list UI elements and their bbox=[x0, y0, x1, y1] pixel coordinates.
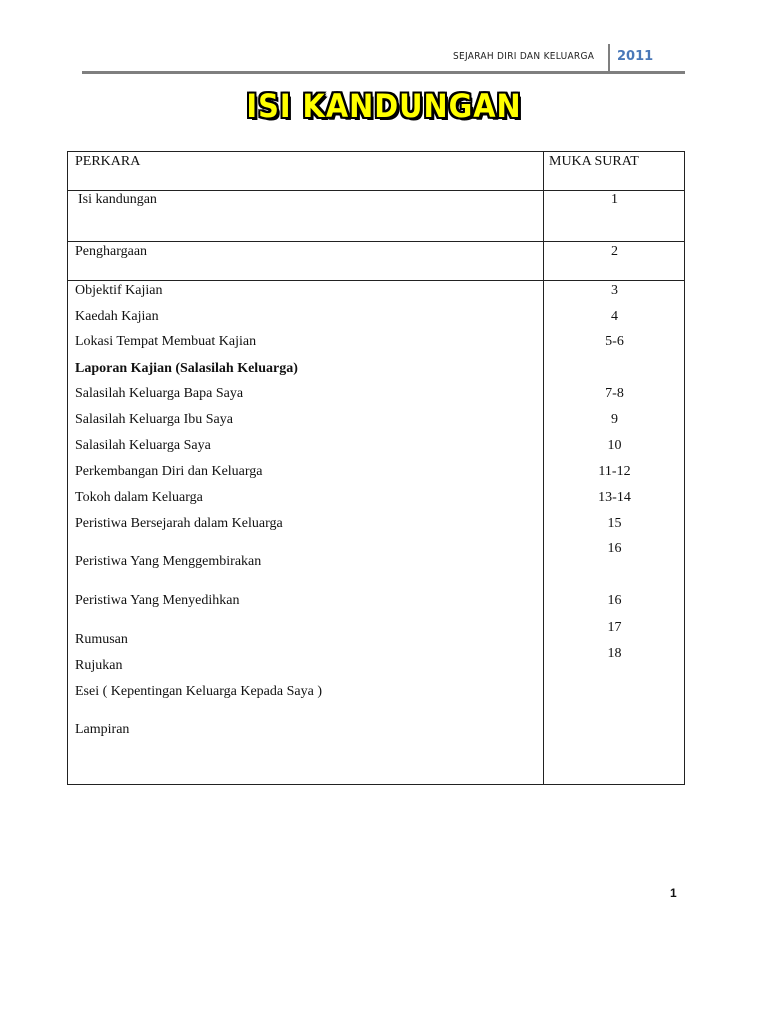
toc-item: Salasilah Keluarga Saya bbox=[75, 438, 211, 453]
toc-page: 3 bbox=[611, 283, 618, 298]
header-divider bbox=[608, 44, 610, 72]
toc-page: 5-6 bbox=[605, 334, 624, 349]
toc-item: Peristiwa Yang Menggembirakan bbox=[75, 554, 262, 569]
toc-item: Peristiwa Yang Menyedihkan bbox=[75, 593, 240, 608]
header-title: SEJARAH DIRI DAN KELUARGA bbox=[453, 51, 595, 62]
toc-item: Rumusan bbox=[75, 632, 128, 647]
column-header-item: PERKARA bbox=[75, 154, 141, 169]
toc-section-heading: Laporan Kajian (Salasilah Keluarga) bbox=[75, 361, 298, 376]
header-rule bbox=[82, 71, 685, 74]
toc-page: 16 bbox=[607, 593, 622, 608]
toc-table bbox=[67, 151, 685, 785]
toc-item: Tokoh dalam Keluarga bbox=[75, 490, 203, 505]
toc-item: Peristiwa Bersejarah dalam Keluarga bbox=[75, 516, 283, 531]
toc-item: Salasilah Keluarga Ibu Saya bbox=[75, 412, 233, 427]
toc-page: 2 bbox=[611, 244, 618, 259]
page-number: 1 bbox=[670, 886, 677, 900]
toc-item: Lampiran bbox=[75, 722, 130, 737]
toc-page: 1 bbox=[611, 192, 618, 207]
row-divider bbox=[68, 280, 684, 281]
toc-item: Perkembangan Diri dan Keluarga bbox=[75, 464, 263, 479]
page-title: ISI KANDUNGAN bbox=[246, 87, 522, 125]
toc-item: Kaedah Kajian bbox=[75, 309, 159, 324]
toc-page: 13-14 bbox=[598, 490, 631, 505]
toc-page: 7-8 bbox=[605, 386, 624, 401]
toc-item: Penghargaan bbox=[75, 244, 148, 259]
toc-item: Esei ( Kepentingan Keluarga Kepada Saya ) bbox=[75, 684, 322, 699]
toc-item: Rujukan bbox=[75, 658, 123, 673]
toc-item: Lokasi Tempat Membuat Kajian bbox=[75, 334, 257, 349]
row-divider bbox=[68, 241, 684, 242]
toc-page: 15 bbox=[607, 516, 622, 531]
toc-page: 17 bbox=[607, 620, 622, 635]
toc-item: Objektif Kajian bbox=[75, 283, 163, 298]
toc-item: Salasilah Keluarga Bapa Saya bbox=[75, 386, 244, 401]
column-header-page: MUKA SURAT bbox=[549, 154, 639, 169]
toc-item: Isi kandungan bbox=[78, 192, 157, 207]
toc-page: 10 bbox=[607, 438, 622, 453]
row-divider bbox=[68, 190, 684, 191]
header-year: 2011 bbox=[617, 49, 654, 64]
toc-page: 11-12 bbox=[598, 464, 631, 479]
toc-page: 9 bbox=[611, 412, 618, 427]
toc-page: 4 bbox=[611, 309, 618, 324]
toc-page: 16 bbox=[607, 541, 622, 556]
toc-page: 18 bbox=[607, 646, 622, 661]
